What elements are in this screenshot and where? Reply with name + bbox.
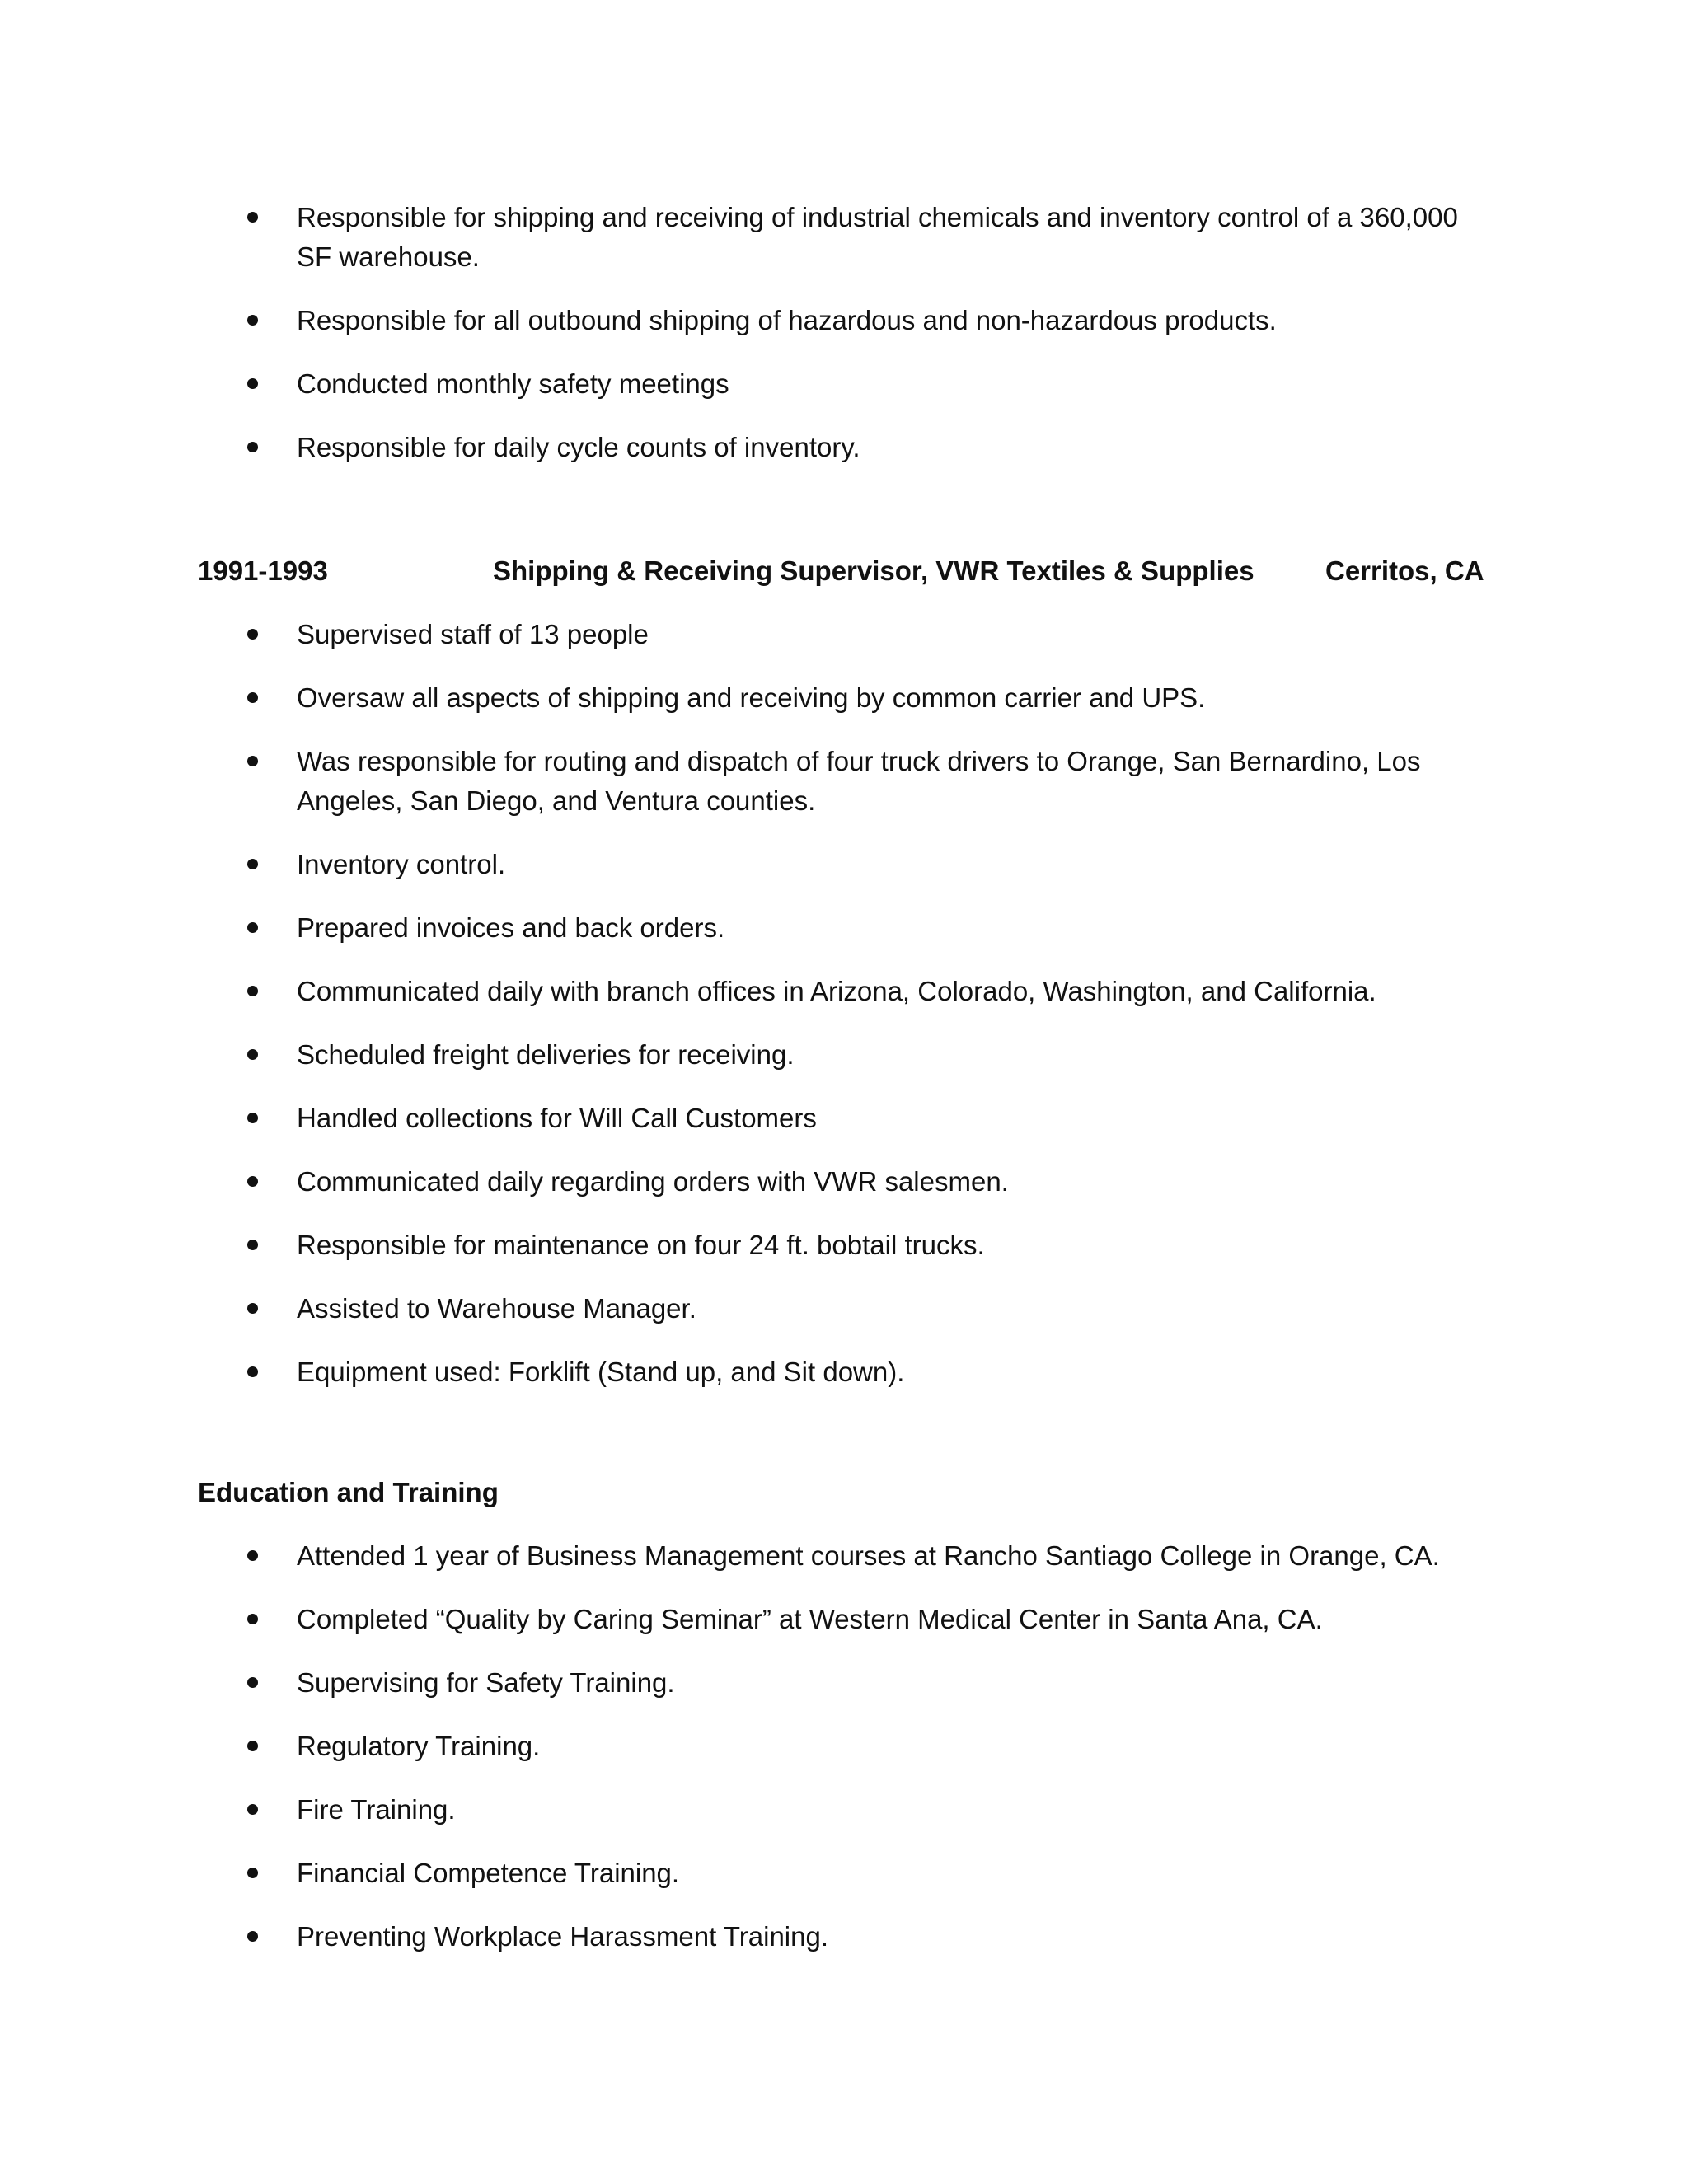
bullet-icon (247, 1366, 258, 1377)
list-item (0, 1536, 1688, 1576)
bullet-text: Supervised staff of 13 people (297, 619, 649, 649)
list-item (0, 1854, 1688, 1893)
bullet-icon (247, 1868, 258, 1878)
list-item (0, 678, 1688, 718)
bullet-text: Financial Competence Training. (297, 1858, 680, 1888)
bullet-text: Inventory control. (297, 849, 506, 879)
bullet-icon (247, 212, 258, 223)
bullet-icon (247, 442, 258, 452)
list-item (0, 1600, 1688, 1639)
bullet-icon (247, 986, 258, 996)
bullet-text: Equipment used: Forklift (Stand up, and Sit down). (297, 1357, 905, 1387)
education-heading: Education and Training (198, 1477, 499, 1507)
bullet-text: Preventing Workplace Harassment Training. (297, 1921, 829, 1952)
bullet-text: Communicated daily with branch offices in Arizona, Colorado, Washington, and California. (297, 976, 1376, 1006)
bullet-text: Scheduled freight deliveries for receiving. (297, 1039, 795, 1070)
bullet-icon (247, 1176, 258, 1187)
bullet-text: Responsible for daily cycle counts of inventory. (297, 432, 860, 462)
bullet-icon (247, 922, 258, 933)
bullet-icon (247, 378, 258, 389)
job-dates: 1991-1993 (198, 555, 328, 586)
list-item (0, 1289, 1688, 1329)
bullet-icon (247, 315, 258, 326)
list-item (0, 1663, 1688, 1703)
bullet-text: Regulatory Training. (297, 1731, 541, 1761)
bullet-text: Completed “Quality by Caring Seminar” at Western Medical Center in Santa Ana, CA. (297, 1604, 1323, 1634)
list-item (0, 1162, 1688, 1202)
responsibilities-list (0, 198, 1688, 491)
bullet-text: Assisted to Warehouse Manager. (297, 1293, 696, 1324)
bullet-text: Oversaw all aspects of shipping and receiving by common carrier and UPS. (297, 682, 1206, 713)
education-list (0, 1536, 1688, 1980)
bullet-text: Communicated daily regarding orders with VWR salesmen. (297, 1166, 1009, 1197)
job-title: Shipping & Receiving Supervisor, VWR Textiles & Supplies (493, 555, 1254, 586)
bullet-text: Prepared invoices and back orders. (297, 912, 725, 943)
list-item (0, 1790, 1688, 1830)
bullet-text: Handled collections for Will Call Customers (297, 1103, 817, 1133)
bullet-icon (247, 629, 258, 640)
bullet-icon (247, 1550, 258, 1561)
list-item (0, 1352, 1688, 1392)
bullet-icon (247, 1931, 258, 1942)
job-location: Cerritos, CA (1325, 555, 1484, 586)
bullet-icon (247, 1240, 258, 1250)
list-item (0, 301, 1688, 340)
bullet-icon (247, 1614, 258, 1624)
list-item (0, 742, 1688, 821)
list-item (0, 364, 1688, 404)
list-item (0, 1035, 1688, 1075)
bullet-text: Responsible for shipping and receiving of industrial chemicals and inventory control of a 360,000 SF warehouse. (297, 202, 1458, 272)
bullet-icon (247, 692, 258, 703)
list-item (0, 198, 1688, 277)
bullet-icon (247, 1303, 258, 1314)
list-item (0, 615, 1688, 654)
list-item (0, 972, 1688, 1011)
list-item (0, 428, 1688, 467)
bullet-text: Attended 1 year of Business Management courses at Rancho Santiago College in Orange, CA. (297, 1540, 1440, 1571)
list-item (0, 845, 1688, 884)
bullet-text: Was responsible for routing and dispatch of four truck drivers to Orange, San Bernardino, Los Angeles, San Diego, and Ventura counties. (297, 746, 1421, 816)
bullet-icon (247, 1804, 258, 1815)
job-header (0, 551, 1688, 591)
job-duties-list (0, 615, 1688, 1416)
bullet-text: Responsible for maintenance on four 24 ft. bobtail trucks. (297, 1230, 985, 1260)
bullet-text: Conducted monthly safety meetings (297, 368, 729, 399)
bullet-icon (247, 1677, 258, 1688)
bullet-text: Supervising for Safety Training. (297, 1667, 675, 1698)
bullet-icon (247, 859, 258, 869)
bullet-icon (247, 1113, 258, 1123)
list-item (0, 1727, 1688, 1766)
list-item (0, 1226, 1688, 1265)
bullet-icon (247, 1741, 258, 1751)
bullet-text: Fire Training. (297, 1794, 456, 1825)
bullet-text: Responsible for all outbound shipping of hazardous and non-hazardous products. (297, 305, 1277, 335)
list-item (0, 1099, 1688, 1138)
bullet-icon (247, 756, 258, 766)
list-item (0, 1917, 1688, 1957)
list-item (0, 908, 1688, 948)
bullet-icon (247, 1049, 258, 1060)
